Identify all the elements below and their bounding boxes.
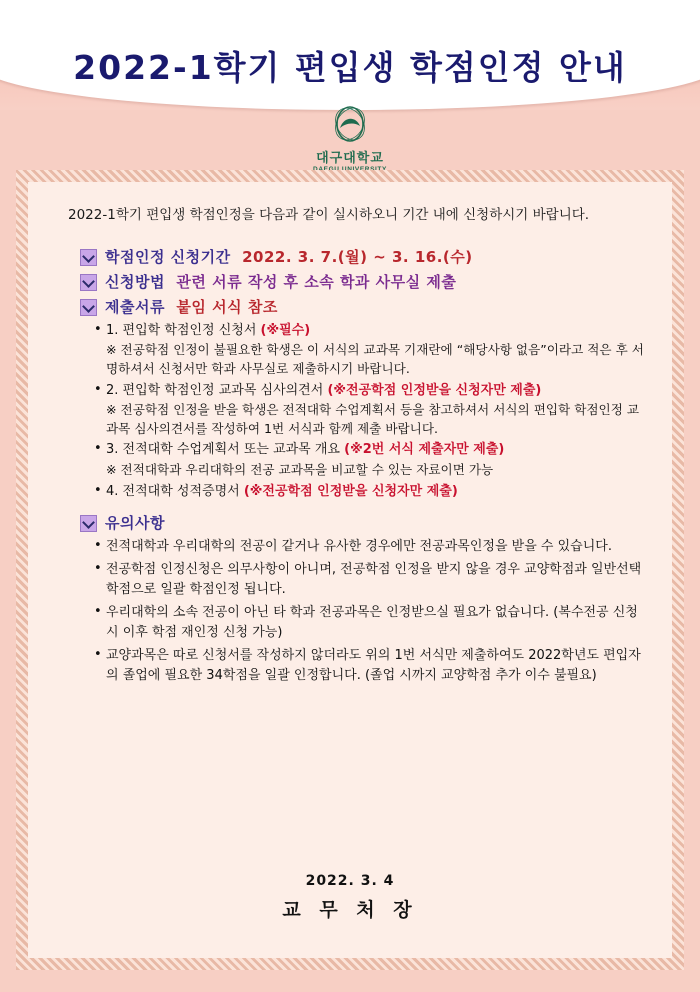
issue-date: 2022. 3. 4 (305, 873, 395, 889)
signer-title: 교 무 처 장 (282, 899, 418, 921)
document-footer (28, 873, 672, 922)
document-tag: (※전공학점 인정받을 신청자만 제출) (243, 483, 458, 499)
section-label: 신청방법 (105, 272, 165, 291)
document-note: ※ 전적대학과 우리대학의 전공 교과목을 비교할 수 있는 자료이면 가능 (106, 461, 494, 477)
section-label: 학점인정 신청기간 (105, 247, 231, 266)
section-header (54, 246, 646, 267)
document-note: ※ 전공학점 인정이 불필요한 학생은 이 서식의 교과목 기재란에 “해당사항 없음”이라고 적은 후 서명하셔서 신청서만 학과 사무실로 제출하시기 바랍니다. (106, 341, 644, 376)
section-title (105, 271, 456, 292)
list-item: • 교양과목은 따로 신청서를 작성하지 않더라도 위의 1번 서식만 제출하여도 2022학년도 편입자의 졸업에 필요한 34학점을 일괄 인정합니다. (졸업 시까지 교양학점 추가 이수 불필요) (106, 646, 646, 686)
arrow-bullet-icon (80, 299, 97, 316)
university-name: 대구대학교 (316, 151, 384, 166)
document-title: 4. 전적대학 성적증명서 (106, 483, 240, 499)
intro-paragraph: 2022-1학기 편입생 학점인정을 다음과 같이 실시하오니 기간 내에 신청하시기 바랍니다. (68, 207, 590, 223)
section-title (105, 296, 278, 317)
section-value: 관련 서류 작성 후 소속 학과 사무실 제출 (176, 272, 457, 291)
document-tag: (※필수) (260, 322, 311, 338)
arrow-bullet-icon (80, 249, 97, 266)
section-title: 유의사항 (105, 513, 165, 532)
document-note: ※ 전공학점 인정을 받을 학생은 전적대학 수업계획서 등을 참고하셔서 서식의 편입학 학점인정 교과목 심사의견서를 작성하여 1번 서식과 함께 제출 바랍니다. (106, 401, 640, 436)
arrow-bullet-icon (80, 274, 97, 291)
section-header (54, 512, 646, 533)
list-item (106, 482, 646, 502)
list-item: • 전공학점 인정신청은 의무사항이 아니며, 전공학점 인정을 받지 않을 경우 교양학점과 일반선택학점으로 일괄 학점인정 됩니다. (106, 560, 646, 600)
list-item: • 전적대학과 우리대학의 전공이 같거나 유사한 경우에만 전공과목인정을 받을 수 있습니다. (106, 537, 646, 557)
content-frame (16, 170, 684, 970)
list-item (106, 321, 646, 379)
section-header (54, 271, 646, 292)
content-body (28, 182, 672, 958)
document-title: 3. 전적대학 수업계획서 또는 교과목 개요 (106, 442, 340, 458)
university-emblem-icon (330, 104, 370, 144)
section-header (54, 296, 646, 317)
section-value: 2022. 3. 7.(월) ~ 3. 16.(수) (242, 247, 473, 266)
list-item (106, 440, 646, 479)
section-required-documents (54, 296, 646, 502)
section-notice (54, 512, 646, 687)
document-tag: (※2번 서식 제출자만 제출) (344, 442, 505, 458)
university-logo (0, 104, 700, 173)
section-application-period (54, 246, 646, 267)
section-label: 제출서류 (105, 297, 165, 316)
notice-list (54, 537, 646, 687)
document-list (54, 321, 646, 502)
document-tag: (※전공학점 인정받을 신청자만 제출) (327, 382, 542, 398)
section-value: 붙임 서식 참조 (176, 297, 278, 316)
section-title (105, 246, 473, 267)
arrow-bullet-icon (80, 515, 97, 532)
document-title: 1. 편입학 학점인정 신청서 (106, 322, 257, 338)
page-title: 2022-1학기 편입생 학점인정 안내 (73, 48, 627, 87)
list-item: • 우리대학의 소속 전공이 아닌 타 학과 전공과목은 인정받으실 필요가 없습니다. (복수전공 신청시 이후 학점 재인정 신청 가능) (106, 603, 646, 643)
list-item (106, 381, 646, 439)
section-application-method (54, 271, 646, 292)
document-title: 2. 편입학 학점인정 교과목 심사의견서 (106, 382, 324, 398)
